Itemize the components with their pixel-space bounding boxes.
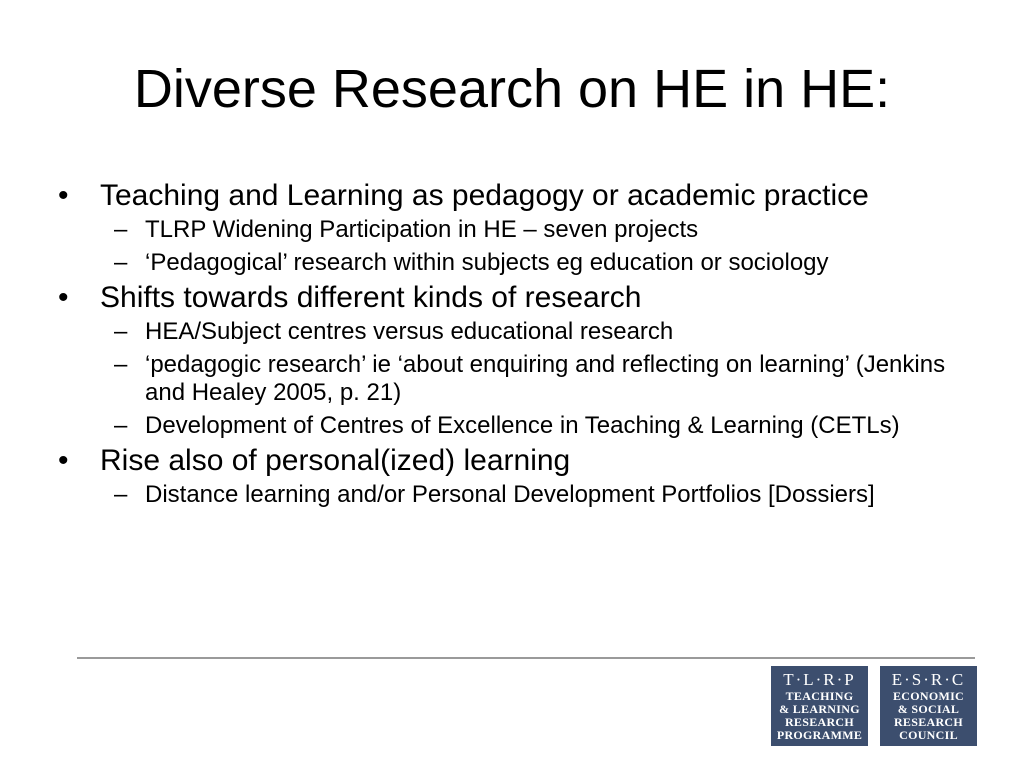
sub-bullet-text: Development of Centres of Excellence in Teaching & Learning (CETLs) [145,412,900,439]
sub-bullet-text: ‘pedagogic research’ ie ‘about enquiring and reflecting on learning’ (Jenkins and Healey 2005, p. 21) [145,351,946,406]
tlrp-logo [771,666,868,746]
bullet-item [58,282,978,314]
bullet-icon: • [58,179,69,212]
esrc-logo-line: RESEARCH [893,715,964,729]
dash-icon: – [114,351,128,378]
sub-bullet-text: ‘Pedagogical’ research within subjects eg education or sociology [145,249,829,276]
dash-icon: – [114,412,128,439]
slide-body [58,180,978,514]
tlrp-logo-abbr: T·L·R·P [783,670,856,689]
esrc-logo-line: COUNCIL [899,728,958,742]
sub-bullet-item [58,351,978,407]
slide-title: Diverse Research on HE in HE: [133,59,891,119]
tlrp-logo-line: PROGRAMME [776,728,863,742]
dash-icon: – [114,481,128,508]
sub-bullet-text: Distance learning and/or Personal Development Portfolios [Dossiers] [145,481,875,508]
bullet-item [58,445,978,477]
bullet-group [58,282,978,440]
sub-bullet-item [58,216,978,244]
sub-bullet-item [58,318,978,346]
bullet-text: Teaching and Learning as pedagogy or academic practice [100,179,869,212]
dash-icon: – [114,249,128,276]
bullet-icon: • [58,444,69,477]
esrc-logo-line: ECONOMIC [892,689,965,703]
esrc-logo-abbr: E·S·R·C [891,670,966,689]
tlrp-logo-line: RESEARCH [784,715,855,729]
bullet-item [58,180,978,212]
bullet-text: Rise also of personal(ized) learning [100,444,571,477]
sub-bullet-item [58,412,978,440]
sub-bullet-text: TLRP Widening Participation in HE – seven projects [145,216,699,243]
footer-divider [77,657,975,659]
esrc-logo [880,666,977,746]
dash-icon: – [114,318,128,345]
esrc-logo-line: & SOCIAL [897,702,960,716]
sub-bullet-item [58,249,978,277]
bullet-group [58,180,978,277]
dash-icon: – [114,216,128,243]
sub-bullet-text: HEA/Subject centres versus educational research [145,318,674,345]
bullet-group [58,445,978,509]
bullet-text: Shifts towards different kinds of research [100,281,642,314]
bullet-icon: • [58,281,69,314]
sub-bullet-item [58,481,978,509]
tlrp-logo-line: TEACHING [785,689,854,703]
tlrp-logo-line: & LEARNING [779,702,860,716]
